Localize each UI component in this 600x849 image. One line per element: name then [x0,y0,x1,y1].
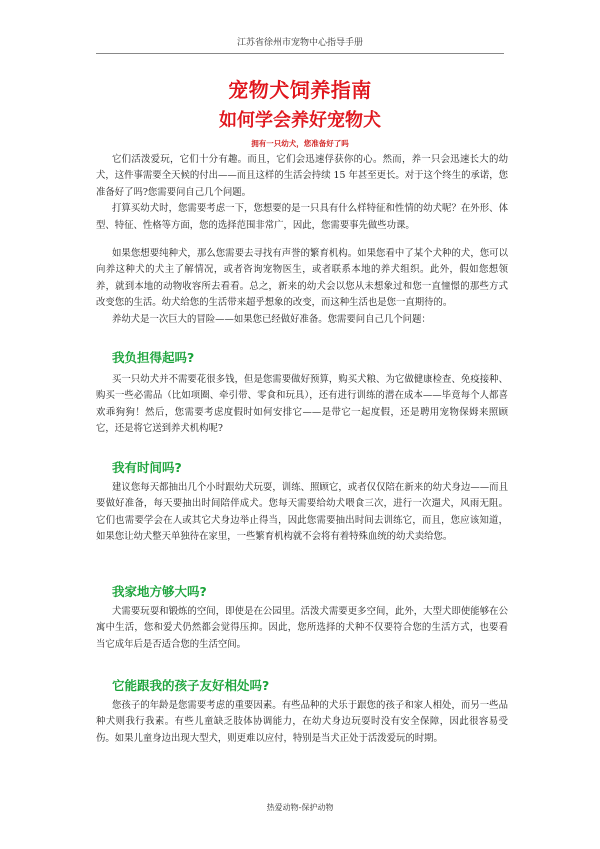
page-subtitle: 如何学会养好宠物犬 [219,110,381,131]
breed-block [96,246,508,328]
section-paragraph: 买一只幼犬并不需要花很多钱，但是您需要做好预算，购买犬粮、为它做健康检查、免疫接种、购买一些必需品（比如项圈、牵引带、零食和玩具），还有进行训练的潜在成本——毕竟每个人都喜欢乖狗狗！然后，您需要考虑度假时如何安排它——是带它一起度假，还是聘用宠物保姆来照顾它，还是将它送到养犬机构呢? [96,374,508,435]
intro-paragraph-1: 它们活泼爱玩，它们十分有趣。而且，它们会迅速俘获你的心。然而，养一只会迅速长大的幼犬，这件事需要全天候的付出——而且这样的生活会持续 15 年甚至更长。对于这个终生的承诺，您准备好了吗?您需要问自己几个问题。 [96,154,508,198]
section-paragraph: 建议您每天都抽出几个小时跟幼犬玩耍，训练、照顾它，或者仅仅陪在新来的幼犬身边——而且要做好准备，每天要抽出时间陪伴成犬。您每天需要给幼犬喂食三次，进行一次遛犬，风雨无阻。它们也需要学会在人或其它犬身边举止得当，因此您需要抽出时间去训练它，而且，您应该知道，如果您让幼犬整天单独待在家里，一些繁育机构就不会将有着特殊血统的幼犬卖给您。 [96,482,508,543]
breed-paragraph-2: 养幼犬是一次巨大的冒险——如果您已经做好准备。您需要问自己几个问题： [112,313,431,325]
section-paragraph: 您孩子的年龄是您需要考虑的重要因素。有些品种的犬乐于跟您的孩子和家人相处，而另一些品种犬则我行我素。有些儿童缺乏肢体协调能力，在幼犬身边玩耍时没有安全保障，因此很容易受伤。如果儿童身边出现大型犬，则更难以应付，特别是当犬正处于活泼爱玩的时期。 [96,700,508,744]
tagline: 拥有一只幼犬，您准备好了吗 [251,139,349,148]
section-body-time [96,480,508,546]
intro-block [96,152,508,234]
running-header: 江苏省徐州市宠物中心指导手册 [96,34,504,54]
section-body-children [96,698,508,747]
intro-paragraph-2: 打算买幼犬时，您需要考虑一下，您想要的是一只具有什么样特征和性情的幼犬呢？在外形、体型、特征、性格等方面，您的选择范围非常广，因此，您需要事先做些功课。 [96,203,508,231]
section-body-space [96,604,508,653]
section-heading-afford: 我负担得起吗? [112,350,195,365]
section-heading-space: 我家地方够大吗? [112,584,207,599]
running-footer: 热爱动物-保护动物 [266,803,334,812]
section-body-afford [96,372,508,438]
section-heading-time: 我有时间吗? [112,460,182,475]
page-title: 宠物犬饲养指南 [228,78,372,102]
section-paragraph: 犬需要玩耍和锻炼的空间，即使是在公园里。活泼犬需要更多空间，此外，大型犬即使能够在公寓中生活，您和爱犬仍然都会觉得压抑。因此，您所选择的犬种不仅要符合您的生活方式，也要看当它成年后是否适合您的生活空间。 [96,606,508,650]
breed-paragraph-1: 如果您想要纯种犬，那么您需要去寻找有声誉的繁育机构。如果您看中了某个犬种的犬，您可以向养这种犬的犬主了解情况，或者咨询宠物医生，或者联系本地的养犬组织。此外，假如您想领养，就到本地的动物收容所去看看。总之，新来的幼犬会以您从未想象过和您一直憧憬的那些方式改变您的生活。幼犬给您的生活带来超乎想象的改变，而这种生活也是您一直期待的。 [96,248,508,309]
section-heading-children: 它能跟我的孩子友好相处吗? [112,678,270,693]
